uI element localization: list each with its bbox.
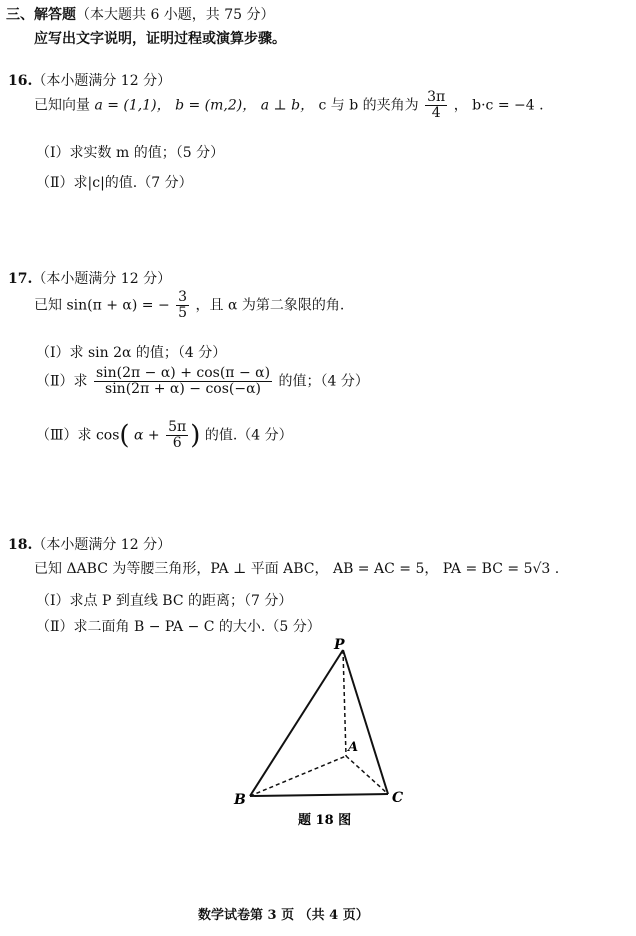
q17-part2-denominator: sin(2π + α) − cos(−α) [105,381,262,397]
q17-part3-fraction [166,420,188,451]
edge-pa [343,650,346,756]
q17-part3-right-paren: ) [190,420,201,451]
q16-header [8,70,171,90]
q18-part1: （Ⅰ）求点 P 到直线 BC 的距离；（7 分） [36,593,293,609]
q16-part1: （Ⅰ）求实数 m 的值；（5 分） [36,145,225,161]
q16-perpendicular: a ⊥ b， [260,97,315,114]
q18-stem: 已知 ΔABC 为等腰三角形，PA ⊥ 平面 ABC， AB = AC = 5， PA = BC = 5√3 . [34,561,560,577]
q16-number: 16. [8,73,33,89]
q16-part2: （Ⅱ）求|c|的值.（7 分） [36,175,193,191]
q17-number: 17. [8,271,33,287]
q18-part2: （Ⅱ）求二面角 B − PA − C 的大小.（5 分） [36,619,321,635]
q17-stem-numerator: 3 [178,289,188,305]
label-a: A [348,740,359,755]
q17-stem-fraction [176,290,189,321]
q17-part2-suffix: 的值；（4 分） [278,373,369,390]
edge-ab [250,756,346,796]
q17-part3-prefix: （Ⅲ）求 cos [36,427,120,444]
edge-pb [250,650,343,796]
section-note: （本大题共 6 小题，共 75 分） [76,7,275,23]
q18-score: （本小题满分 12 分） [32,537,172,553]
label-b: B [234,792,246,808]
q17-part3-alpha: α + [134,427,160,444]
q16-angle-denominator: 4 [431,105,441,121]
q16-vector-b: b = (m,2)， [175,97,257,114]
q16-score: （本小题满分 12 分） [32,73,172,89]
q16-angle-text: c 与 b 的夹角为 [318,97,419,114]
q17-stem-text: 已知 sin(π + α) = − [34,297,170,314]
q17-part2 [36,366,369,397]
label-c: C [392,790,404,806]
q16-vector-a: a = (1,1)， [94,97,171,114]
q17-part3-denominator: 6 [172,435,182,451]
q18-header [8,534,171,554]
edge-pc [343,650,388,794]
figure-caption: 题 18 图 [298,813,352,828]
section-instruction: 应写出文字说明，证明过程或演算步骤。 [34,31,286,47]
q17-stem [34,290,344,321]
q17-part1: （Ⅰ）求 sin 2α 的值；（4 分） [36,345,227,361]
q17-part3-left-paren: ( [119,420,130,451]
section-title: 三、解答题 [6,7,76,23]
q17-part3-numerator: 5π [168,419,187,435]
page-footer: 数学试卷第 3 页 （共 4 页） [198,908,369,923]
q16-angle-numerator: 3π [427,89,446,105]
q17-part2-fraction [94,366,272,397]
edge-bc [250,794,388,796]
q17-part3-suffix: 的值.（4 分） [204,427,293,444]
q17-part2-numerator: sin(2π − α) + cos(π − α) [95,365,271,381]
q18-number: 18. [8,537,33,553]
q17-header [8,268,171,288]
q17-part2-prefix: （Ⅱ）求 [36,373,88,390]
q16-dot-product: ， b·c = −4 . [453,97,544,114]
q18-figure [228,636,418,836]
q17-stem-denominator: 5 [178,305,188,321]
q17-stem-condition: ，且 α 为第二象限的角. [195,297,345,314]
q16-angle-fraction [425,90,447,121]
q17-score: （本小题满分 12 分） [32,271,172,287]
q16-stem-text: 已知向量 [34,97,90,114]
label-p: P [334,637,345,653]
q17-part3 [36,420,293,451]
q16-stem [34,90,544,121]
